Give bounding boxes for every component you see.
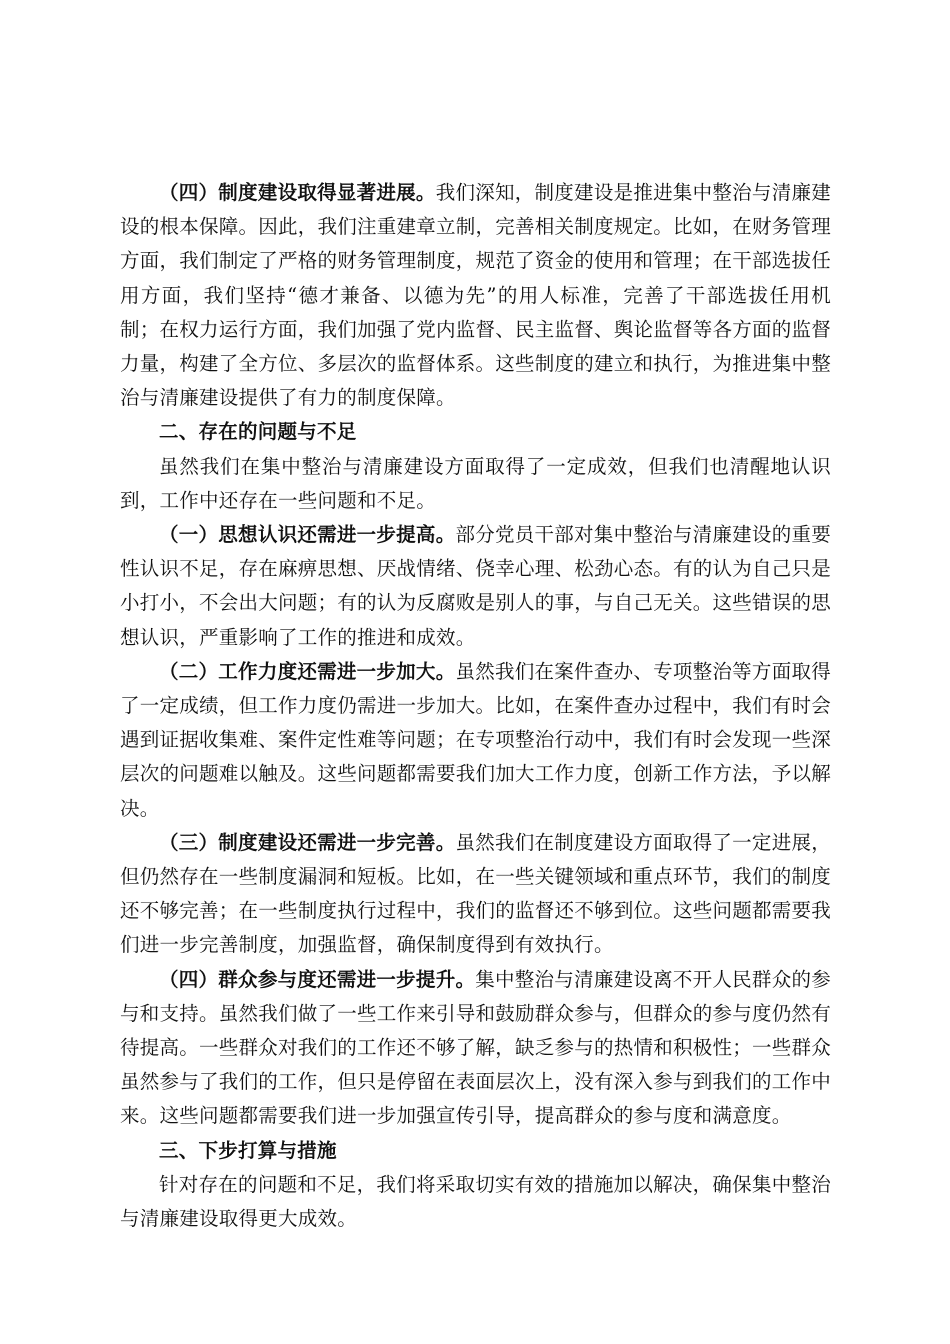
paragraph-text: 虽然我们在案件查办、专项整治等方面取得了一定成绩，但工作力度仍需进一步加大。比如，在案件查办过程中，我们有时会遇到证据收集难、案件定性难等问题；在专项整治行动中，我们有时会发现一些深层次的问题难以触及。这些问题都需要我们加大工作力度，创新工作方法，予以解决。 <box>120 659 832 820</box>
paragraph-text: 我们深知，制度建设是推进集中整治与清廉建设的根本保障。因此，我们注重建章立制，完善相关制度规定。比如，在财务管理方面，我们制定了严格的财务管理制度，规范了资金的使用和管理；在干部选拔任用方面，我们坚持“德才兼备、以德为先”的用人标准，完善了干部选拔任用机制；在权力运行方面，我们加强了党内监督、民主监督、舆论监督等各方面的监督力量，构建了全方位、多层次的监督体系。这些制度的建立和执行，为推进集中整治与清廉建设提供了有力的制度保障。 <box>120 181 832 410</box>
document-body <box>120 176 831 1236</box>
paragraph-lead: （一）思想认识还需进一步提高。 <box>159 523 456 547</box>
paragraph-text: 集中整治与清廉建设离不开人民群众的参与和支持。虽然我们做了一些工作来引导和鼓励群众参与，但群众的参与度仍然有待提高。一些群众对我们的工作还不够了解，缺乏参与的热情和积极性；一些群众虽然参与了我们的工作，但只是停留在表面层次上，没有深入参与到我们的工作中来。这些问题都需要我们进一步加强宣传引导，提高群众的参与度和满意度。 <box>120 967 832 1128</box>
paragraph-work-intensity <box>120 655 831 826</box>
section-heading-problems: 二、存在的问题与不足 <box>159 420 357 444</box>
paragraph-institution-improvement <box>120 826 831 963</box>
section-heading-next-steps: 三、下步打算与措施 <box>159 1138 337 1162</box>
paragraph-text: 虽然我们在制度建设方面取得了一定进展，但仍然存在一些制度漏洞和短板。比如，在一些关键领域和重点环节，我们的制度还不够完善；在一些制度执行过程中，我们的监督还不够到位。这些问题都需要我们进一步完善制度，加强监督，确保制度得到有效执行。 <box>120 830 832 957</box>
paragraph-next-steps-intro <box>120 1168 831 1236</box>
paragraph-institution-progress <box>120 176 831 415</box>
paragraph-ideological-awareness <box>120 518 831 655</box>
paragraph-lead: （四）制度建设取得显著进展。 <box>159 181 436 204</box>
paragraph-lead: （三）制度建设还需进一步完善。 <box>159 830 456 854</box>
paragraph-lead: （四）群众参与度还需进一步提升。 <box>159 967 476 991</box>
paragraph-problems-intro <box>120 450 831 518</box>
paragraph-text: 部分党员干部对集中整治与清廉建设的重要性认识不足，存在麻痹思想、厌战情绪、侥幸心理、松劲心态。有的认为自己只是小打小，不会出大问题；有的认为反腐败是别人的事，与自己无关。这些错误的思想认识，严重影响了工作的推进和成效。 <box>120 523 832 649</box>
paragraph-lead: （二）工作力度还需进一步加大。 <box>159 659 456 683</box>
paragraph-text: 针对存在的问题和不足，我们将采取切实有效的措施加以解决，确保集中整治与清廉建设取得更大成效。 <box>120 1172 831 1231</box>
paragraph-public-participation <box>120 963 831 1134</box>
paragraph-text: 虽然我们在集中整治与清廉建设方面取得了一定成效，但我们也清醒地认识到，工作中还存在一些问题和不足。 <box>120 454 831 512</box>
